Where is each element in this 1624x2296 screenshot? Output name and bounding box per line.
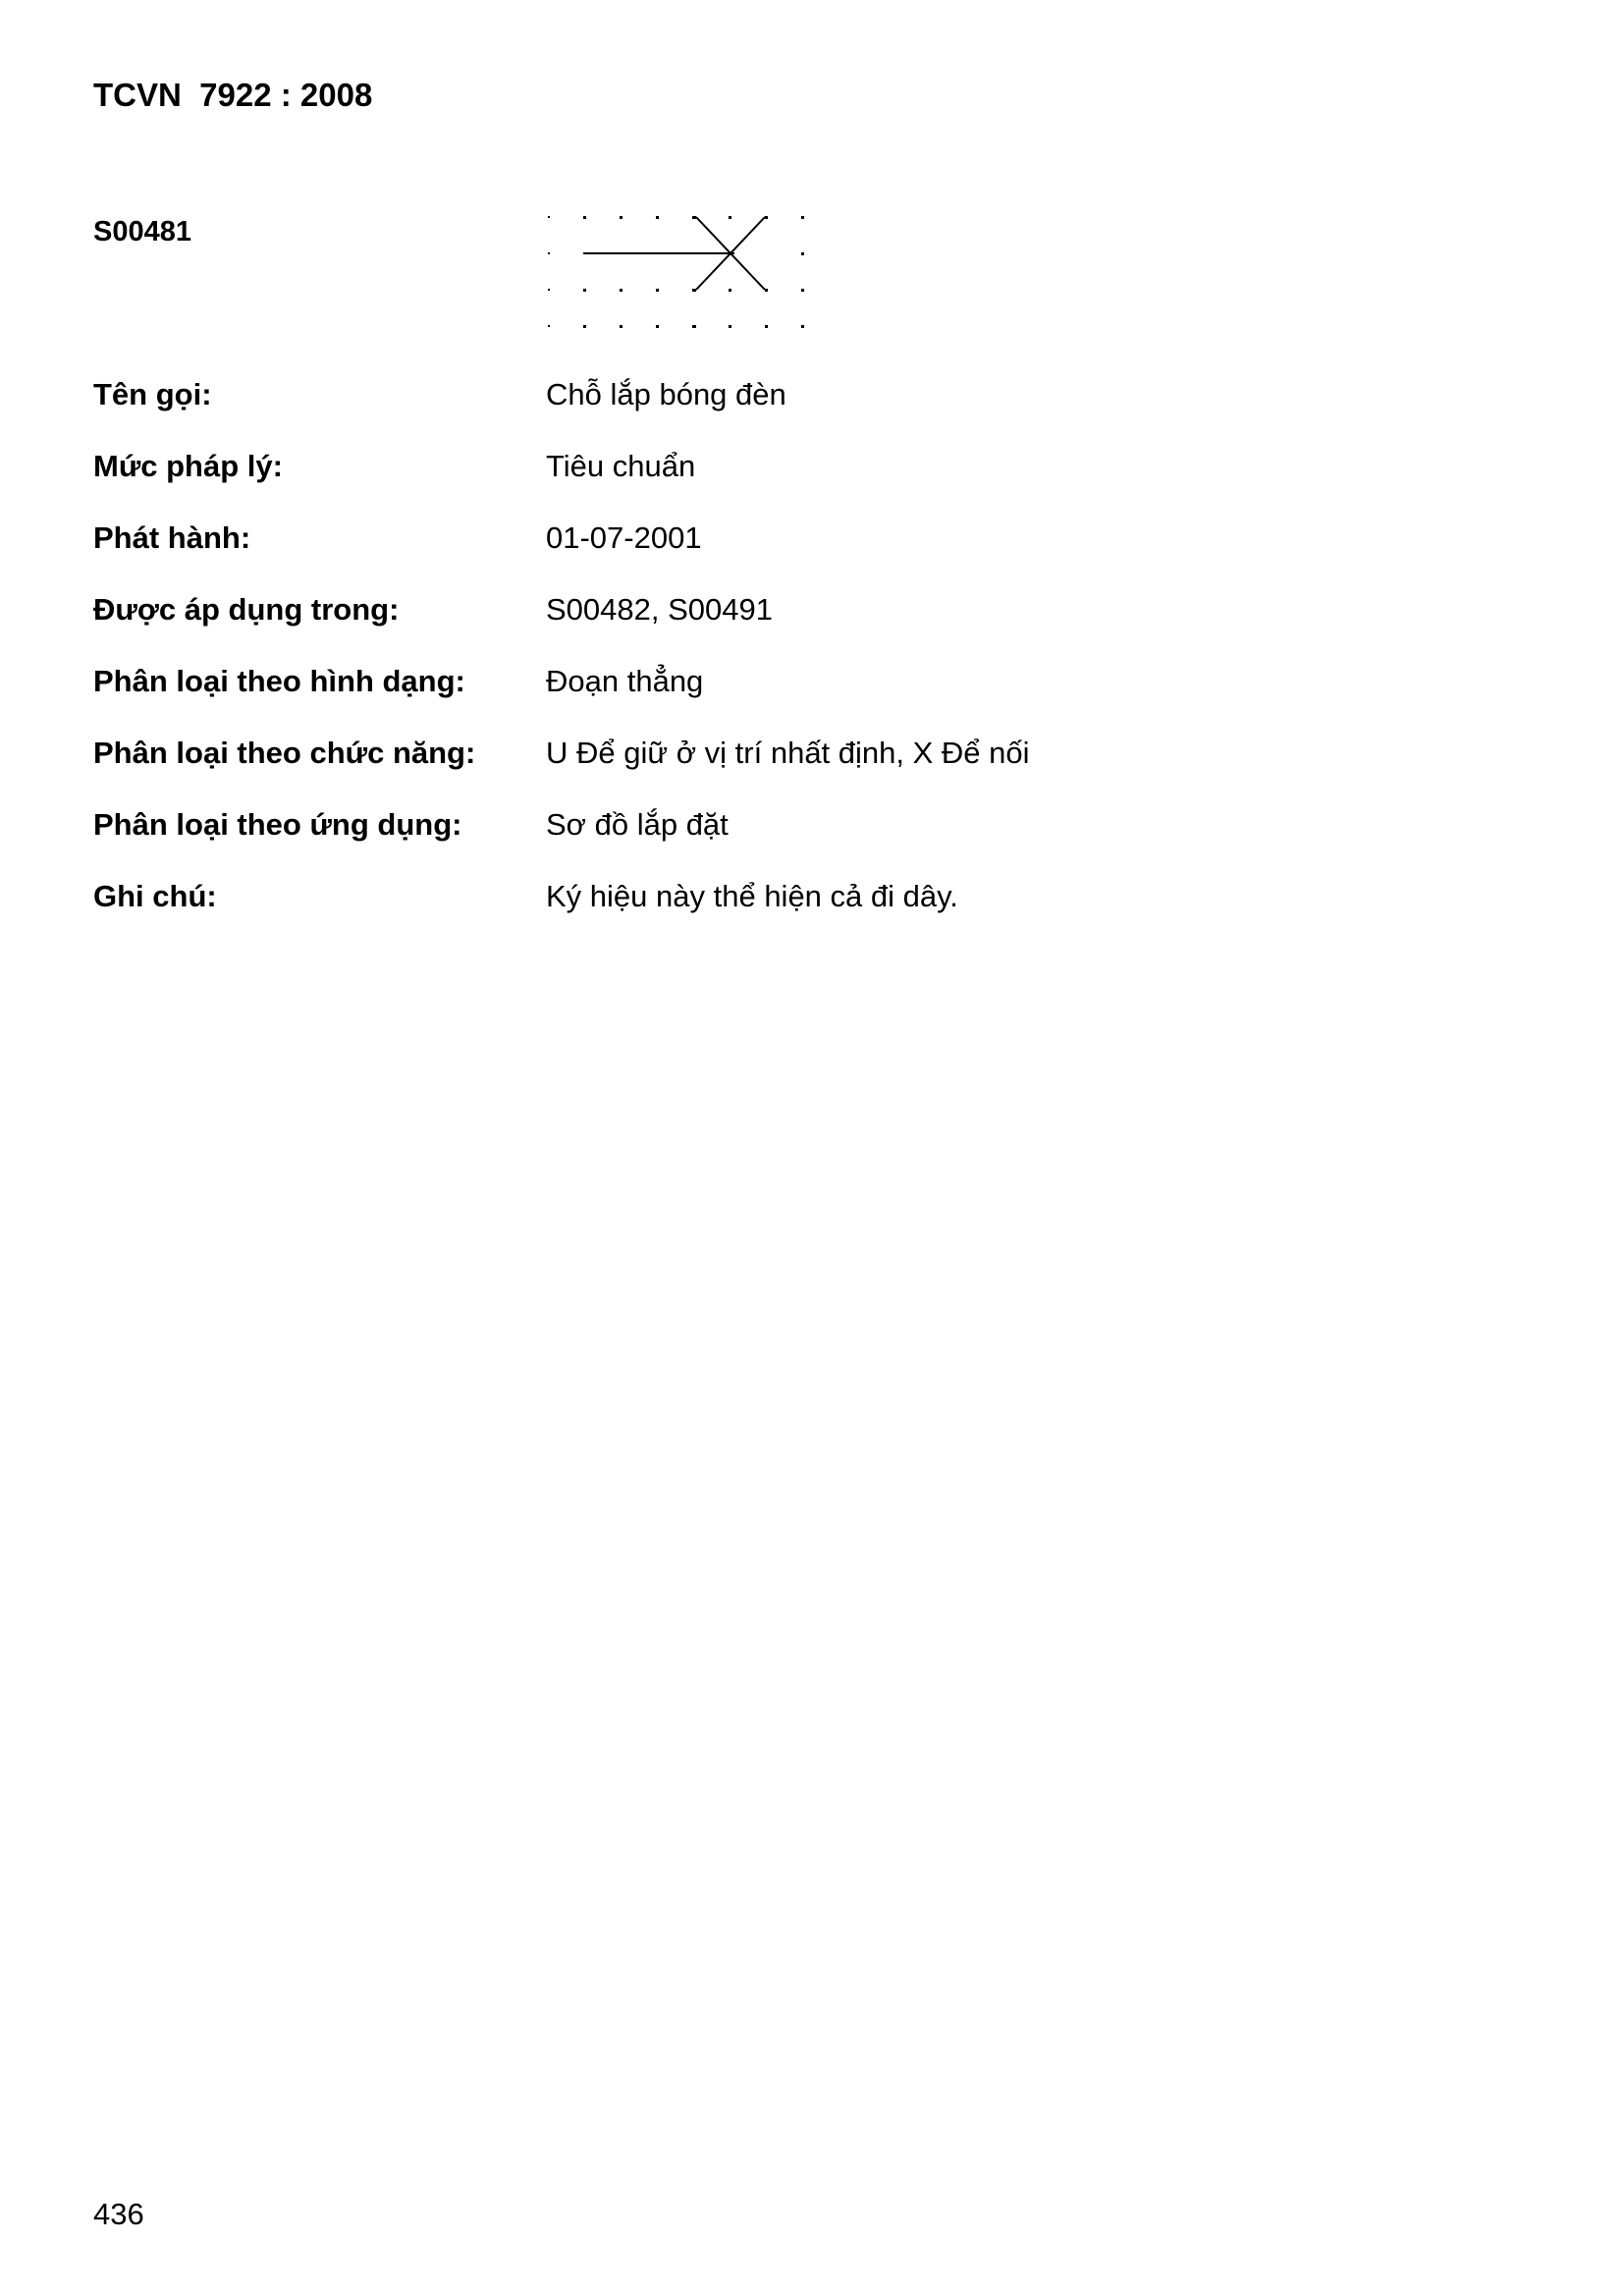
field-value: Đoạn thẳng xyxy=(546,664,704,698)
field-muc-phap-ly xyxy=(93,449,1468,494)
field-value: 01-07-2001 xyxy=(546,520,702,555)
field-value: U Để giữ ở vị trí nhất định, X Để nối xyxy=(546,736,1030,770)
field-phat-hanh xyxy=(93,520,1468,566)
field-phan-loai-ung-dung xyxy=(93,807,1468,852)
field-label: Phân loại theo chức năng: xyxy=(93,736,476,770)
field-label: Tên gọi: xyxy=(93,377,212,411)
field-phan-loai-chuc-nang xyxy=(93,736,1468,781)
document-header: TCVN 7922 : 2008 xyxy=(93,77,373,113)
field-value: Tiêu chuẩn xyxy=(546,449,696,483)
field-value: Sơ đồ lắp đặt xyxy=(546,807,729,842)
field-label: Phát hành: xyxy=(93,520,251,555)
field-label: Được áp dụng trong: xyxy=(93,592,400,627)
field-label: Ghi chú: xyxy=(93,879,217,913)
page-number: 436 xyxy=(93,2197,144,2231)
field-value: Chỗ lắp bóng đèn xyxy=(546,377,786,411)
field-duoc-ap-dung-trong xyxy=(93,592,1468,637)
symbol-code: S00481 xyxy=(93,216,191,247)
field-ghi-chu xyxy=(93,879,1468,924)
field-label: Mức pháp lý: xyxy=(93,449,283,483)
field-label: Phân loại theo hình dạng: xyxy=(93,664,465,698)
field-value: Ký hiệu này thể hiện cả đi dây. xyxy=(546,879,958,913)
grid-dots xyxy=(548,216,804,328)
field-value: S00482, S00491 xyxy=(546,592,773,627)
field-ten-goi xyxy=(93,377,1468,422)
field-label: Phân loại theo ứng dụng: xyxy=(93,807,462,842)
lamp-outlet-symbol-icon xyxy=(538,202,823,340)
field-phan-loai-hinh-dang xyxy=(93,664,1468,709)
